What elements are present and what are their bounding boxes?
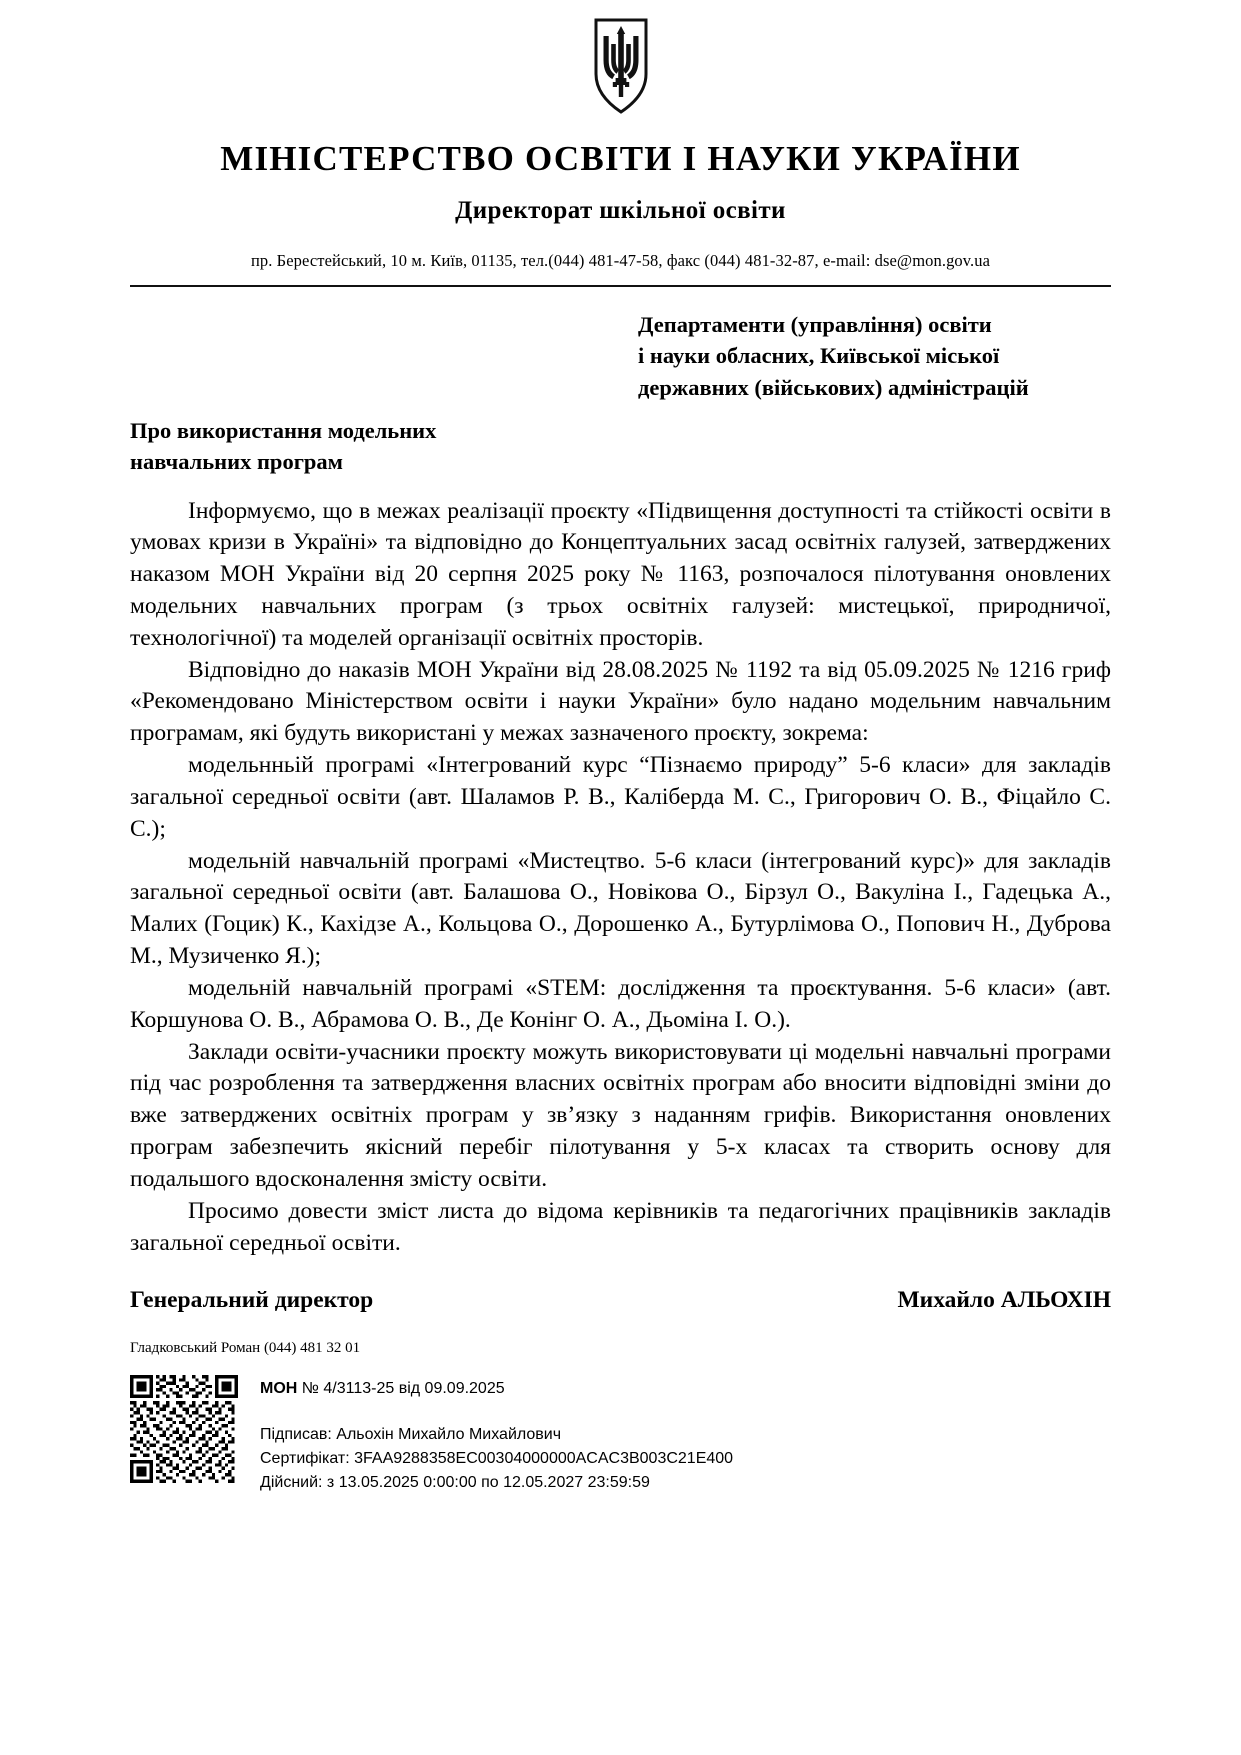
validity-line: Дійсний: з 13.05.2025 0:00:00 по 12.05.2027 23:59:59	[260, 1474, 650, 1492]
signatory-name: Михайло АЛЬОХІН	[897, 1287, 1111, 1314]
signer-line: Підписав: Альохін Михайло Михайлович	[260, 1426, 562, 1444]
body-paragraph: модельнньій програмі «Інтегрований курс “Пізнаємо природу” 5-6 класи» для закладів загальної середньої освіти (авт. Шаламов Р. В., Каліберда М. С., Григорович О. В., Фіцайло С. С.);	[130, 752, 1111, 842]
subject-line-2: навчальних програм	[130, 448, 344, 474]
addressee-line-2: і науки обласних, Київської міської	[638, 343, 1000, 369]
contact-line: пр. Берестейський, 10 м. Київ, 01135, тел.(044) 481-47-58, факс (044) 481-32-87, e-mail: dse@mon.gov.ua	[250, 250, 991, 270]
signature-details	[260, 1375, 733, 1495]
subject-block	[130, 416, 560, 477]
executor-contact: Гладковський Роман (044) 481 32 01	[130, 1340, 361, 1357]
letterhead	[130, 0, 1111, 287]
directorate-title: Директорат шкільної освіти	[455, 196, 786, 224]
registration-line	[260, 1377, 733, 1401]
ukraine-trident-emblem	[593, 18, 649, 114]
registration-prefix: МОН	[260, 1380, 298, 1398]
addressee-block	[638, 309, 1111, 405]
body-paragraph: модельній навчальній програмі «STEM: дослідження та проєктування. 5-6 класи» (авт. Коршунова О. В., Абрамова О. В., Де Конінг О. А., Дьоміна І. О.).	[130, 974, 1111, 1033]
addressee-line-3: державних (військових) адміністрацій	[638, 375, 1029, 401]
body-paragraph: Інформуємо, що в межах реалізації проєкту «Підвищення доступності та стійкості освіти в умовах кризи в Україні» та відповідно до Концептуальних засад освітніх галузей, затверджених наказом МОН України від 20 серпня 2025 року № 1163, розпочалося пілотування оновлених модельних навчальних програм (з трьох освітніх галузей: мистецької, природничої, технологічної) та моделей організації освітніх просторів.	[130, 497, 1111, 651]
certificate-line: Сертифікат: 3FAA9288358EC00304000000ACAC3B003C21E400	[260, 1450, 734, 1468]
addressee-line-1: Департаменти (управління) освіти	[638, 311, 992, 337]
ministry-title: МІНІСТЕРСТВО ОСВІТИ І НАУКИ УКРАЇНИ	[220, 139, 1021, 178]
signature-block	[130, 1287, 1111, 1314]
body-paragraph: Відповідно до наказів МОН України від 28.08.2025 № 1192 та від 05.09.2025 № 1216 гриф «Рекомендовано Міністерством освіти і науки України» було надано модельним навчальним програмам, які будуть використані у межах зазначеного проєкту, зокрема:	[130, 656, 1111, 747]
letterhead-divider	[130, 285, 1111, 287]
body-paragraph: модельній навчальній програмі «Мистецтво. 5-6 класи (інтегрований курс)» для закладів загальної середньої освіти (авт. Балашова О., Новікова О., Бірзул О., Вакуліна І., Гадецька А., Малих (Гоцик) К., Кахідзе А., Кольцова О., Дорошенко А., Бутурлімова О., Попович Н., Дуброва М., Музиченко Я.);	[130, 847, 1111, 970]
signatory-position: Генеральний директор	[130, 1287, 374, 1314]
body-paragraph: Заклади освіти-учасники проєкту можуть використовувати ці модельні навчальні програми під час розроблення та затвердження власних освітніх програм або вносити відповідні зміни до вже затверджених освітніх програм у зв’язку з наданням грифів. Використання оновлених програм забезпечить якісний перебіг пілотування у 5-х класах та створить основу для подальшого вдосконалення змісту освіти.	[130, 1038, 1111, 1192]
registration-number: № 4/3113-25 від 09.09.2025	[301, 1380, 505, 1398]
digital-signature-block	[130, 1375, 1111, 1495]
letter-body	[130, 496, 1111, 1260]
body-paragraph: Просимо довести зміст листа до відома керівників та педагогічних працівників закладів загальної середньої освіти.	[130, 1197, 1111, 1256]
subject-line-1: Про використання модельних	[130, 418, 437, 444]
qr-code	[130, 1375, 238, 1483]
